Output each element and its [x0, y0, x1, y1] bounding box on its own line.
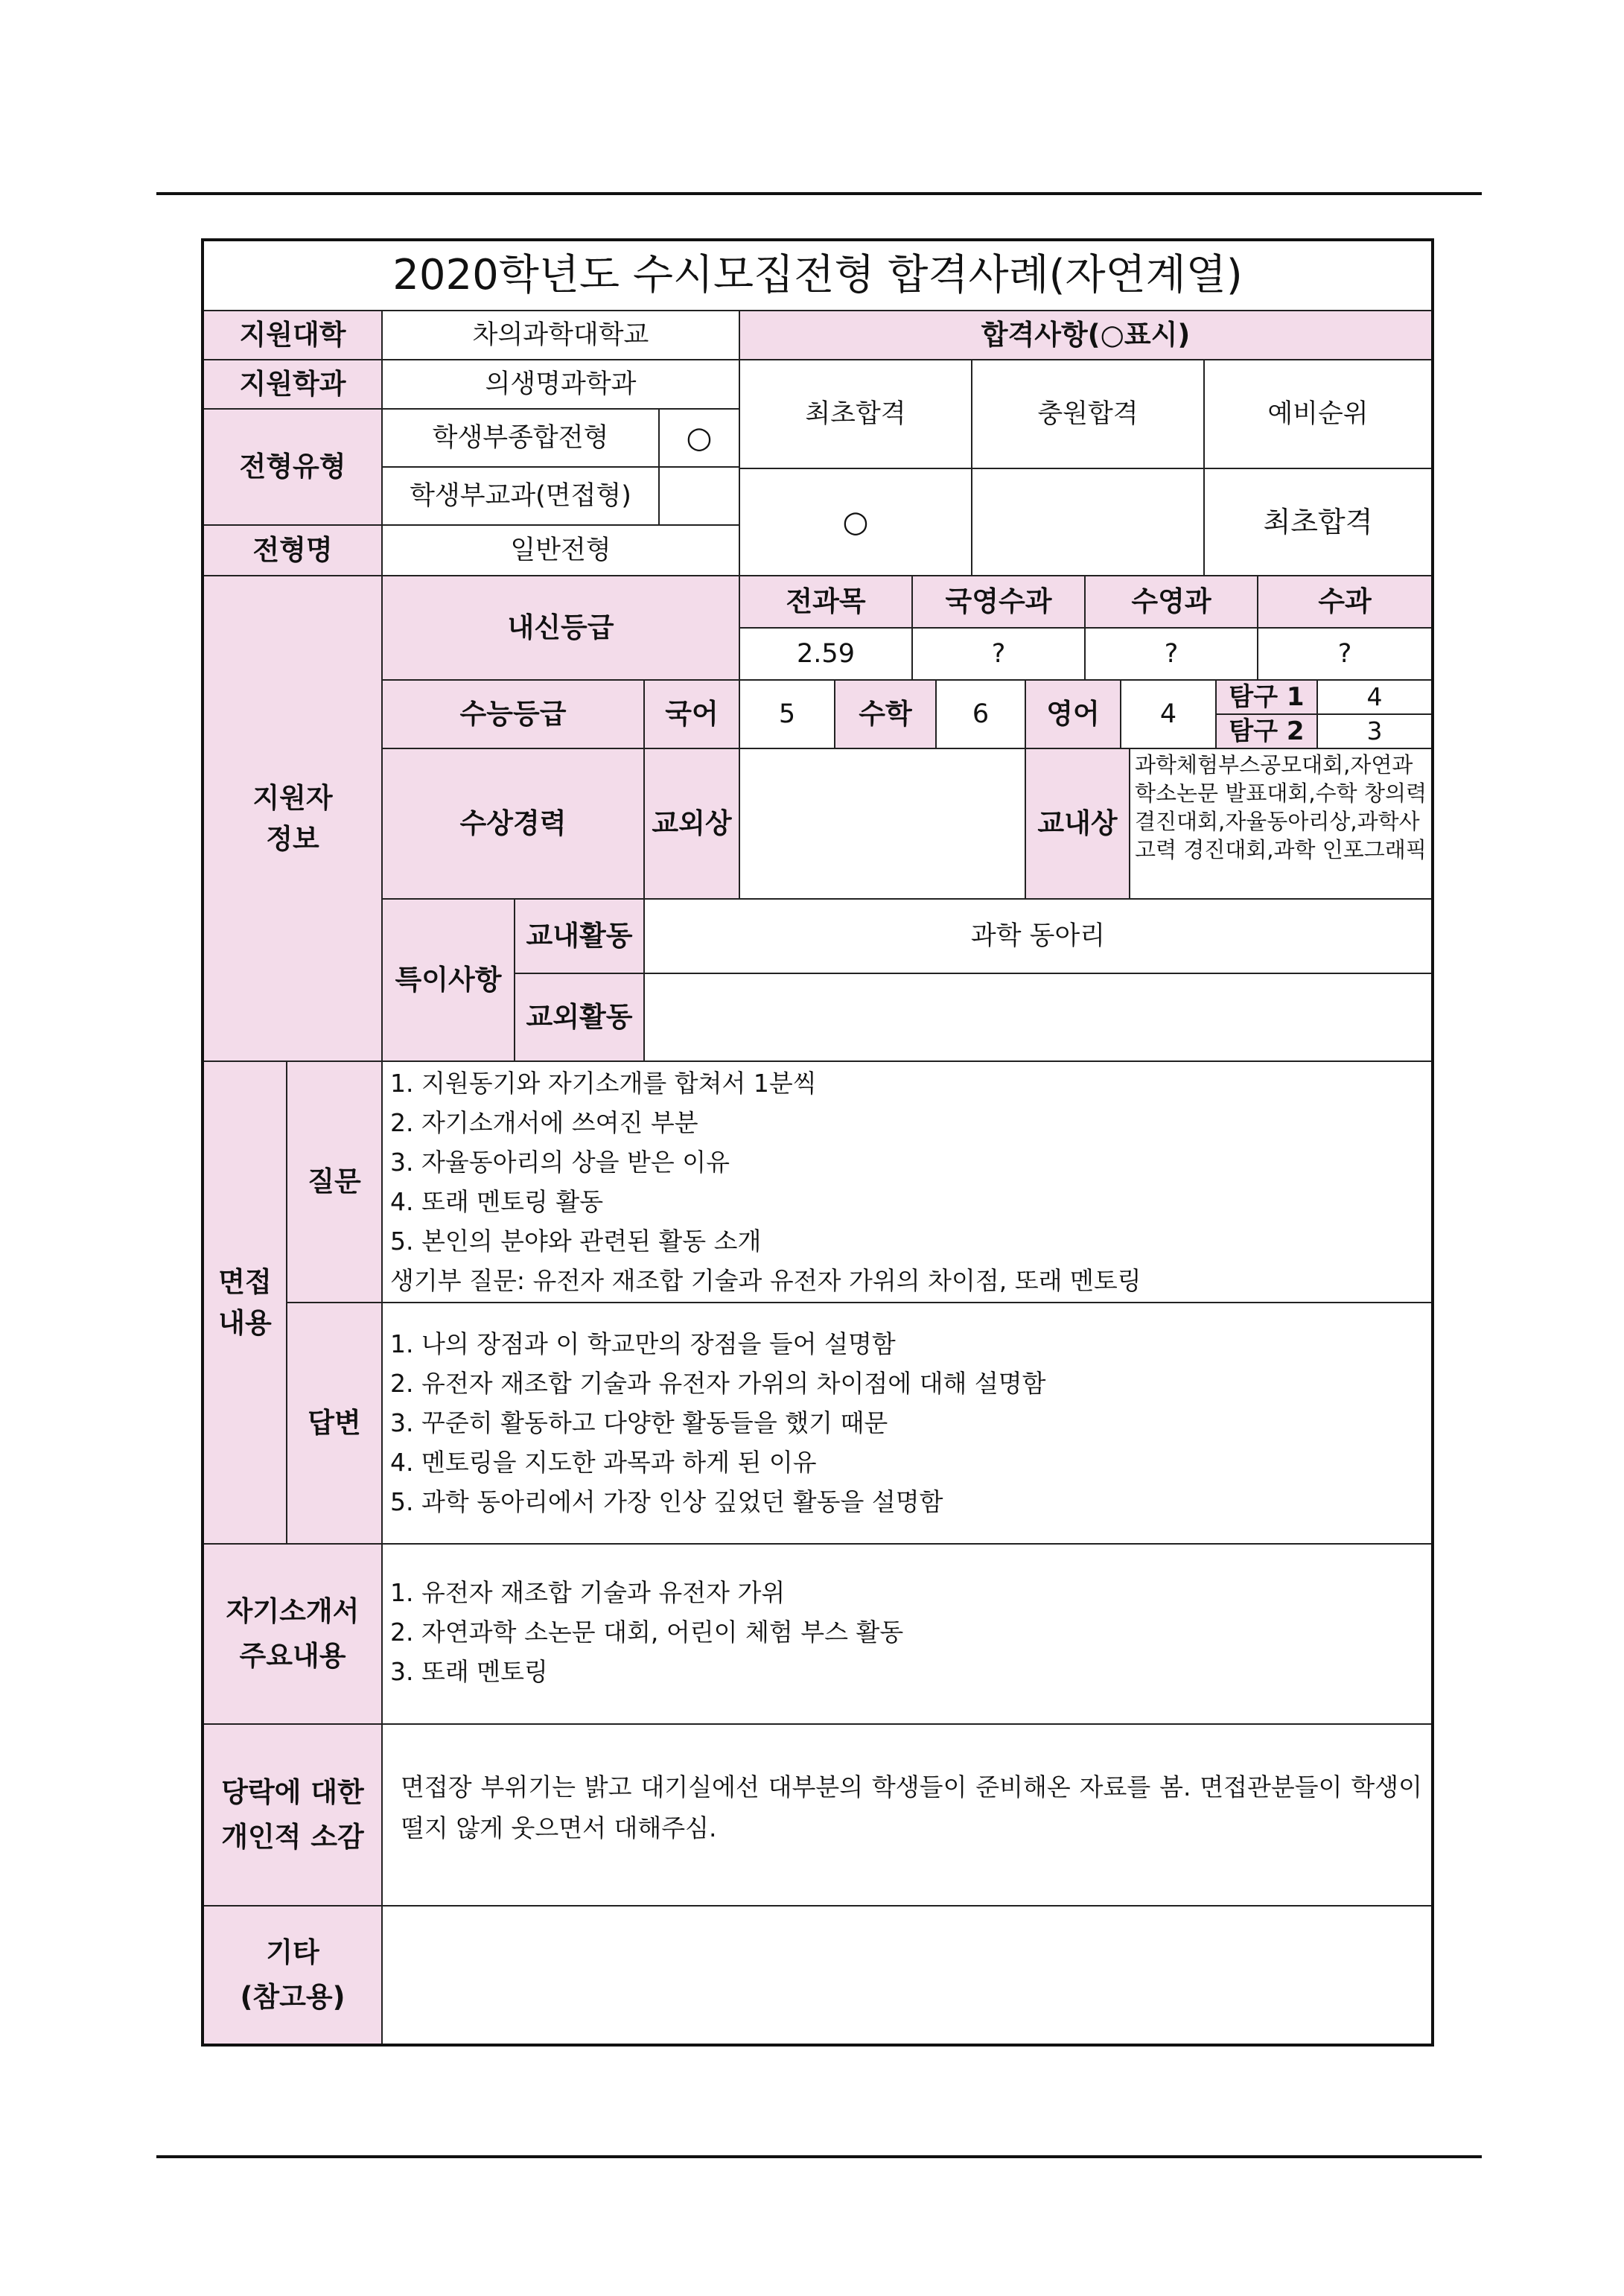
- label-type: 전형유형: [204, 410, 383, 526]
- label-impression: [204, 1725, 383, 1907]
- value-english: 4: [1121, 681, 1217, 749]
- admission-case-table: [201, 238, 1434, 2047]
- gpa-value-mes: ?: [1086, 629, 1258, 681]
- label-out-school: 교외활동: [515, 974, 645, 1062]
- result-header: 합격사항(○표시): [740, 311, 1431, 360]
- gpa-value-ms: ?: [1258, 629, 1431, 681]
- label-interview: [204, 1062, 287, 1545]
- label-csat: 수능등급: [383, 681, 645, 749]
- impression-line-2: 개인적 소감: [221, 1821, 364, 1853]
- gpa-col-ms: 수과: [1258, 576, 1431, 629]
- question-list: [383, 1062, 1431, 1303]
- essay-item: 3. 또래 멘토링: [390, 1657, 548, 1686]
- label-inquiry-2: 탐구 2: [1217, 715, 1318, 749]
- essay-line-2: 주요내용: [239, 1640, 346, 1672]
- bottom-rule: [156, 2155, 1482, 2158]
- answer-item: 5. 과학 동아리에서 가장 인상 깊었던 활동을 설명함: [390, 1487, 943, 1516]
- label-inside-award: 교내상: [1026, 749, 1130, 900]
- question-item: 5. 본인의 분야와 관련된 활동 소개: [390, 1227, 762, 1256]
- value-inside-award: 과학체험부스공모대회,자연과학소논문 발표대회,수학 창의력 결진대회,자율동아리상,과학사고력 경진대회,과학 인포그래픽: [1130, 749, 1431, 900]
- essay-item: 2. 자연과학 소논문 대회, 어린이 체험 부스 활동: [390, 1618, 904, 1647]
- label-korean: 국어: [645, 681, 740, 749]
- gpa-col-mes: 수영과: [1086, 576, 1258, 629]
- applicant-info-line-1: 지원자: [252, 781, 333, 814]
- label-in-school: 교내활동: [515, 900, 645, 974]
- type-option-1: 학생부종합전형: [383, 410, 660, 468]
- gpa-value-kemr: ?: [913, 629, 1086, 681]
- answer-list: [383, 1303, 1431, 1545]
- question-item: 2. 자기소개서에 쓰여진 부분: [390, 1108, 698, 1137]
- type-option-2-mark: [660, 468, 740, 526]
- value-univ: 차의과학대학교: [383, 311, 740, 360]
- label-special: 특이사항: [383, 900, 515, 1062]
- question-item: 생기부 질문: 유전자 재조합 기술과 유전자 가위의 차이점, 또래 멘토링: [390, 1266, 1141, 1295]
- value-etc: [383, 1907, 1431, 2044]
- label-etc: [204, 1907, 383, 2044]
- type-option-1-mark: ○: [660, 410, 740, 468]
- wait-pass-mark: [972, 469, 1205, 576]
- label-gpa: 내신등급: [383, 576, 740, 681]
- answer-item: 1. 나의 장점과 이 학교만의 장점을 들어 설명함: [390, 1329, 896, 1358]
- value-out-school: [645, 974, 1431, 1062]
- label-inquiry-1: 탐구 1: [1217, 681, 1318, 715]
- label-answer: 답변: [287, 1303, 383, 1545]
- value-inquiry-1: 4: [1318, 681, 1431, 715]
- applicant-info-line-2: 정보: [266, 823, 319, 855]
- answer-item: 4. 멘토링을 지도한 과목과 하게 된 이유: [390, 1448, 817, 1477]
- label-dept: 지원학과: [204, 360, 383, 410]
- interview-line-2: 내용: [218, 1307, 272, 1339]
- type-option-2: 학생부교과(면접형): [383, 468, 660, 526]
- reserve-label: 예비순위: [1205, 360, 1431, 469]
- first-pass-label: 최초합격: [740, 360, 972, 469]
- wait-pass-label: 충원합격: [972, 360, 1205, 469]
- question-item: 1. 지원동기와 자기소개를 합쳐서 1분씩: [390, 1069, 817, 1098]
- impression-line-1: 당락에 대한: [221, 1776, 364, 1808]
- essay-list: [383, 1545, 1431, 1725]
- value-in-school: 과학 동아리: [645, 900, 1431, 974]
- value-name: 일반전형: [383, 526, 740, 576]
- value-math: 6: [937, 681, 1026, 749]
- value-outside-award: [740, 749, 1026, 900]
- question-item: 4. 또래 멘토링 활동: [390, 1187, 604, 1216]
- label-english: 영어: [1026, 681, 1121, 749]
- answer-item: 3. 꾸준히 활동하고 다양한 활동들을 했기 때문: [390, 1408, 888, 1437]
- etc-line-1: 기타: [266, 1936, 319, 1968]
- answer-item: 2. 유전자 재조합 기술과 유전자 가위의 차이점에 대해 설명함: [390, 1369, 1046, 1398]
- label-math: 수학: [835, 681, 937, 749]
- top-rule: [156, 192, 1482, 195]
- gpa-value-all: 2.59: [740, 629, 913, 681]
- label-awards: 수상경력: [383, 749, 645, 900]
- interview-line-1: 면접: [218, 1265, 272, 1298]
- impression-text: 면접장 부위기는 밝고 대기실에선 대부분의 학생들이 준비해온 자료를 봄. 면접관분들이 학생이 떨지 않게 웃으면서 대해주심.: [383, 1725, 1431, 1907]
- first-pass-mark: ○: [740, 469, 972, 576]
- label-applicant-info: [204, 576, 383, 1062]
- label-name: 전형명: [204, 526, 383, 576]
- value-inquiry-2: 3: [1318, 715, 1431, 749]
- label-question: 질문: [287, 1062, 383, 1303]
- value-korean: 5: [740, 681, 835, 749]
- label-outside-award: 교외상: [645, 749, 740, 900]
- essay-item: 1. 유전자 재조합 기술과 유전자 가위: [390, 1578, 786, 1607]
- gpa-col-all: 전과목: [740, 576, 913, 629]
- gpa-col-kemr: 국영수과: [913, 576, 1086, 629]
- value-dept: 의생명과학과: [383, 360, 740, 410]
- reserve-value: 최초합격: [1205, 469, 1431, 576]
- question-item: 3. 자율동아리의 상을 받은 이유: [390, 1148, 730, 1177]
- etc-line-2: (참고용): [240, 1981, 346, 2013]
- essay-line-1: 자기소개서: [226, 1595, 360, 1627]
- page-title: 2020학년도 수시모집전형 합격사례(자연계열): [204, 241, 1431, 311]
- label-univ: 지원대학: [204, 311, 383, 360]
- label-essay: [204, 1545, 383, 1725]
